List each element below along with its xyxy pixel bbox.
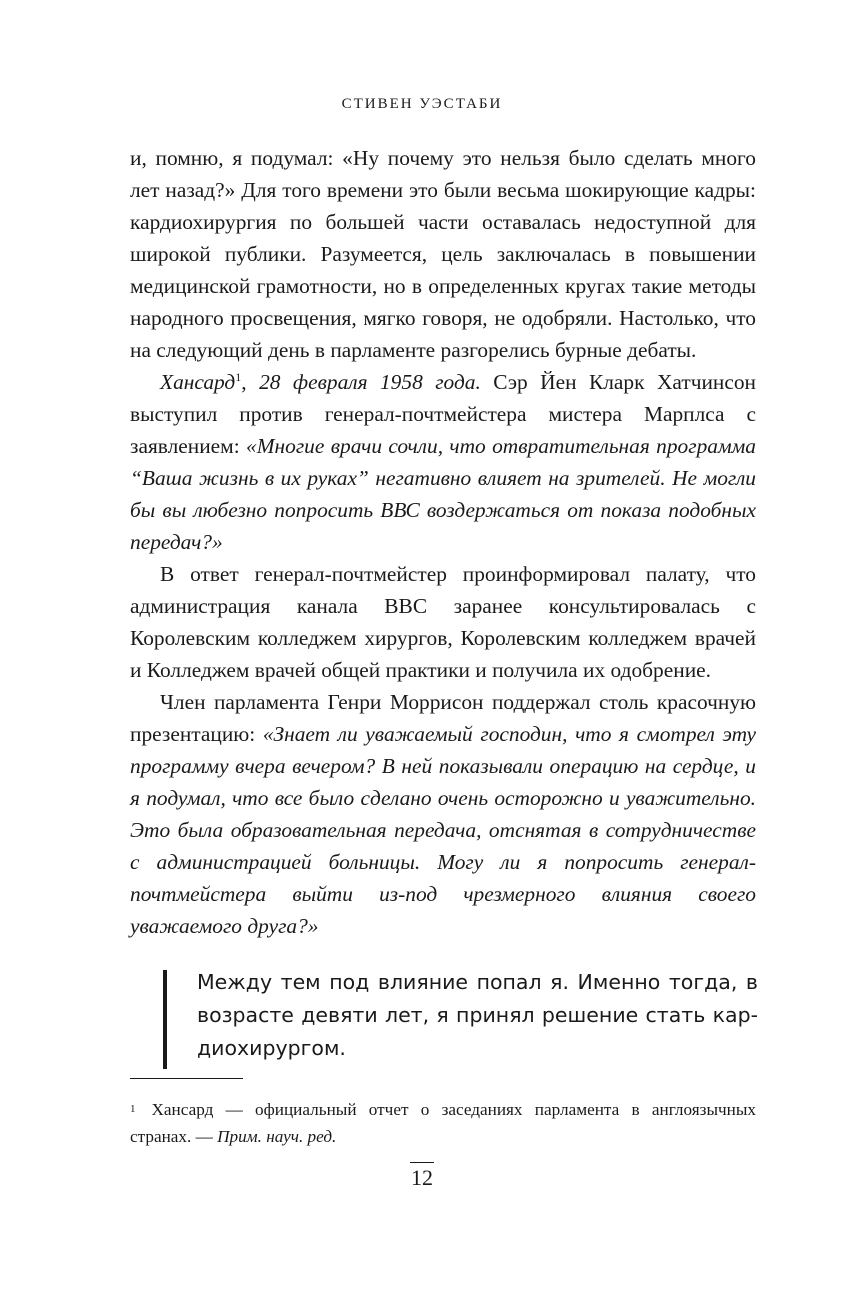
- footnote-attribution: Прим. науч. ред.: [217, 1127, 337, 1146]
- paragraph-4-text: Член парламента Генри Моррисон поддержал столь красочную презентацию:: [130, 690, 756, 746]
- comma: ,: [241, 370, 247, 394]
- paragraph-2-text: Сэр Йен Кларк Хатчинсон выступил против генерал-почтмейстера мистера Марплса с заявлением:: [130, 370, 756, 458]
- footnote-mark: 1: [130, 1103, 136, 1115]
- paragraph-3: В ответ генерал-почтмейстер проинформировал палату, что администрация канала ВВС заранее консультировалась с Королевским колледжем хирургов, Королевским колледжем врачей и Колледжем врачей общей практики и получила их одобрение.: [130, 562, 756, 682]
- session-date: 28 февраля 1958 года.: [259, 370, 481, 394]
- pull-quote-text: Между тем под влияние попал я. Именно тогда, в возрасте девяти лет, я принял решение стать кардиохирургом.: [197, 970, 758, 1060]
- footnote: [130, 1096, 756, 1150]
- page-number-value: 12: [410, 1162, 434, 1191]
- body-text: [130, 142, 756, 942]
- quote-morrison: «Знает ли уважаемый господин, что я смотрел эту программу вчера вечером? В ней показывали операцию на сердце, и я подумал, что все было сделано очень осторожно и уважительно. Это была образовательная передача, отснятая в сотрудничестве с администрацией больницы. Могу ли я попросить генерал-почтмейстера выйти из-под чрезмерного влияния своего уважаемого друга?»: [130, 722, 757, 938]
- running-head: СТИВЕН УЭСТАБИ: [341, 96, 503, 112]
- paragraph-2: [130, 366, 756, 558]
- quote-hutchinson: «Многие врачи сочли, что отвратительная программа “Ваша жизнь в их руках” негативно влияет на зрителей. Не могли бы вы любезно попросить ВВС воздержаться от показа подобных передач?»: [130, 434, 756, 554]
- pull-quote: [163, 970, 758, 1069]
- source-name: Хансард: [160, 370, 236, 394]
- page-number: [0, 1162, 844, 1191]
- footnote-ref[interactable]: 1: [235, 369, 242, 384]
- paragraph-4: [130, 686, 756, 942]
- footnote-text: Хансард — официальный отчет о заседаниях парламента в англоязычных странах. —: [130, 1100, 756, 1146]
- footnote-divider: [130, 1078, 243, 1079]
- paragraph-1: и, помню, я подумал: «Ну почему это нельзя было сделать много лет назад?» Для того времени это были весьма шокирующие кадры: кардиохирургия по большей части оставалась недоступной для широкой публики. Разумеется, цель заключалась в повышении медицинской грамотности, но в определенных кругах такие методы народного просвещения, мягко говоря, не одобряли. Настолько, что на следующий день в парламенте разгорелись бурные дебаты.: [130, 146, 756, 362]
